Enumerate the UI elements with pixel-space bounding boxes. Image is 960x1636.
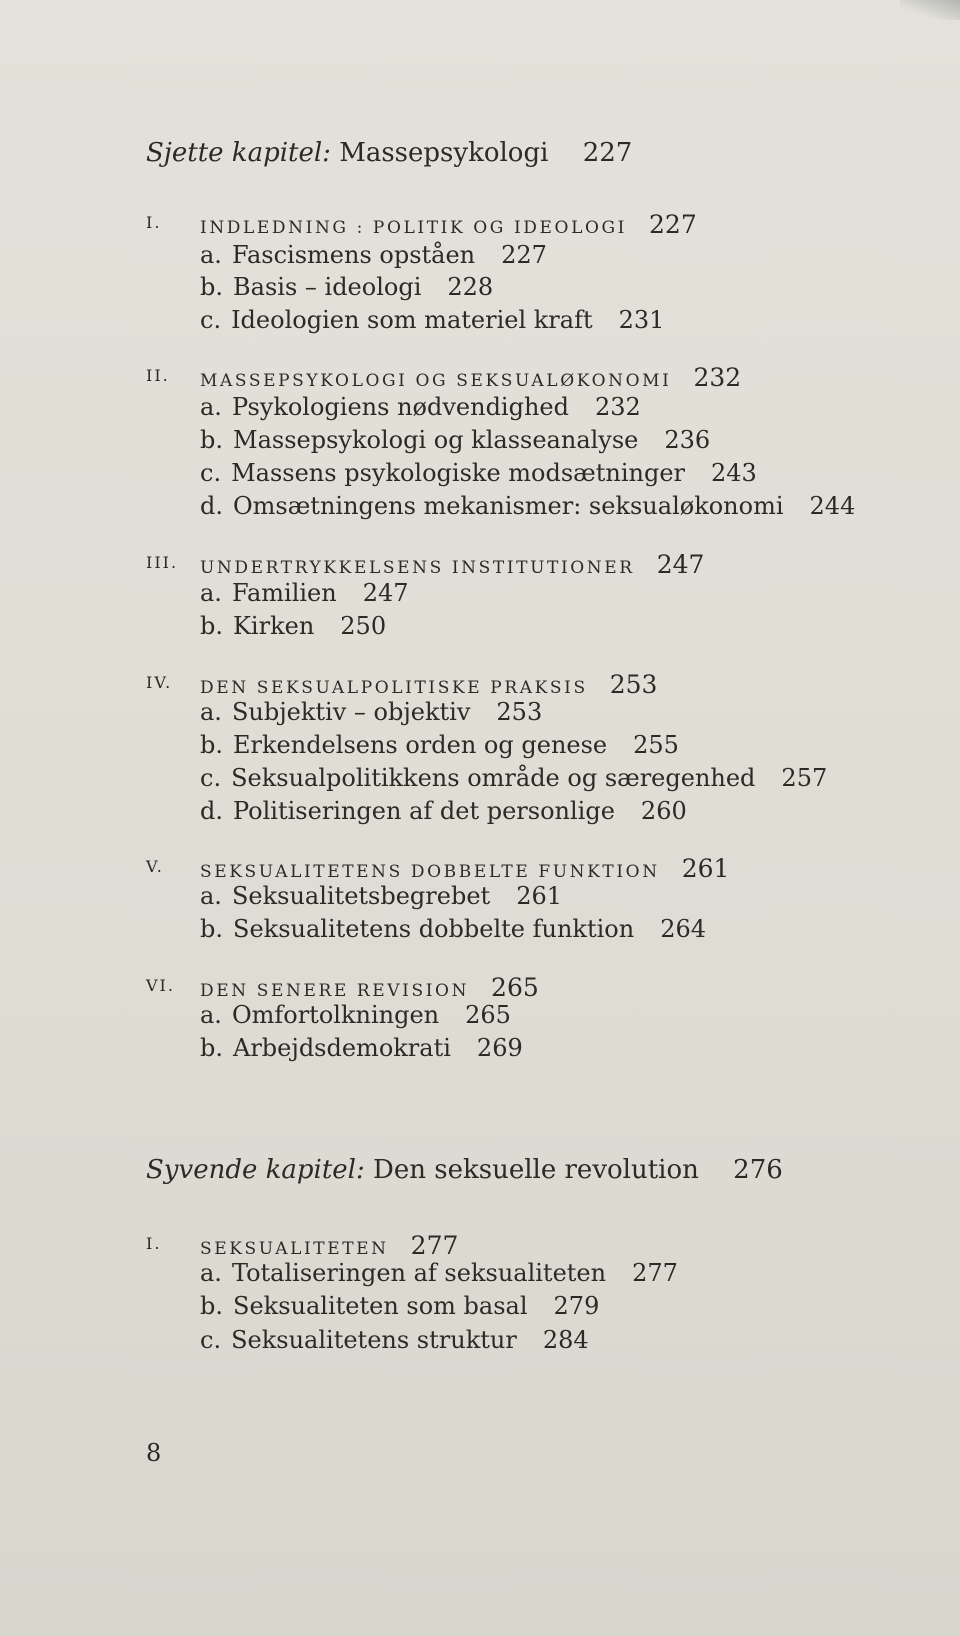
section-title xyxy=(200,363,741,392)
item-letter: b. xyxy=(200,1292,223,1320)
section-number: VI. xyxy=(146,976,175,995)
chapter-label: Syvende kapitel: xyxy=(146,1155,365,1185)
item-page-number: 250 xyxy=(340,612,387,640)
item-letter: a. xyxy=(200,698,222,726)
item-page-number: 243 xyxy=(711,459,757,487)
item-letter: c. xyxy=(200,306,222,334)
section-page-number: 227 xyxy=(649,210,697,239)
item-page-number: 269 xyxy=(476,1034,523,1062)
toc-item xyxy=(200,492,855,520)
chapter-label: Sjette kapitel: xyxy=(146,138,331,168)
toc-item xyxy=(200,797,687,825)
item-letter: c. xyxy=(200,1326,222,1354)
item-letter: d. xyxy=(200,492,223,520)
item-text: Arbejdsdemokrati xyxy=(233,1034,451,1062)
item-page-number: 232 xyxy=(595,393,641,421)
item-page-number: 247 xyxy=(362,579,409,607)
item-letter: b. xyxy=(200,612,223,640)
chapter-page-number: 276 xyxy=(733,1155,783,1185)
item-letter: c. xyxy=(200,764,222,792)
item-page-number: 284 xyxy=(542,1326,589,1354)
toc-item xyxy=(200,579,409,607)
section-number: V. xyxy=(146,857,164,876)
section-title-text: MASSEPSYKOLOGI OG SEKSUALØKONOMI xyxy=(200,371,672,391)
item-page-number: 244 xyxy=(809,492,856,520)
page-folio: 8 xyxy=(146,1439,162,1467)
toc-item xyxy=(200,241,547,269)
item-letter: a. xyxy=(200,241,222,269)
item-text: Subjektiv – objektiv xyxy=(231,698,471,726)
item-letter: b. xyxy=(200,273,223,301)
item-letter: d. xyxy=(200,797,223,825)
item-text: Massens psykologiske modsætninger xyxy=(231,459,686,487)
item-text: Seksualiteten som basal xyxy=(233,1292,528,1320)
item-page-number: 265 xyxy=(465,1001,511,1029)
section-title-text: INDLEDNING : POLITIK OG IDEOLOGI xyxy=(200,218,628,238)
item-letter: c. xyxy=(200,459,222,487)
item-text: Fascismens opståen xyxy=(231,241,476,269)
section-page-number: 253 xyxy=(609,670,658,699)
section-title-text: DEN SENERE REVISION xyxy=(200,981,470,1001)
toc-item xyxy=(200,731,679,759)
section-number: III. xyxy=(146,553,179,572)
page-corner-shadow xyxy=(900,0,960,20)
item-page-number: 260 xyxy=(640,797,687,825)
item-letter: b. xyxy=(200,731,223,759)
toc-item xyxy=(200,1259,678,1287)
item-page-number: 279 xyxy=(553,1292,600,1320)
item-page-number: 228 xyxy=(447,273,494,301)
item-text: Psykologiens nødvendighed xyxy=(231,393,569,421)
item-text: Erkendelsens orden og genese xyxy=(233,731,608,759)
item-text: Seksualitetsbegrebet xyxy=(231,882,491,910)
toc-item xyxy=(200,1326,589,1354)
item-text: Seksualpolitikkens område og særegenhed xyxy=(231,764,756,792)
section-page-number: 261 xyxy=(681,854,730,883)
item-page-number: 261 xyxy=(516,882,562,910)
item-letter: b. xyxy=(200,915,223,943)
item-letter: a. xyxy=(200,1259,222,1287)
toc-item xyxy=(200,915,706,943)
item-letter: a. xyxy=(200,1001,222,1029)
toc-item xyxy=(200,1034,523,1062)
section-title-text: DEN SEKSUALPOLITISKE PRAKSIS xyxy=(200,678,588,698)
item-text: Massepsykologi og klasseanalyse xyxy=(233,426,639,454)
section-title xyxy=(200,670,657,699)
item-text: Kirken xyxy=(233,612,315,640)
toc-item xyxy=(200,393,641,421)
toc-item xyxy=(200,426,710,454)
toc-item xyxy=(200,306,664,334)
section-number: I. xyxy=(146,213,162,232)
item-text: Politiseringen af det personlige xyxy=(233,797,615,825)
section-title-text: SEKSUALITETENS DOBBELTE FUNKTION xyxy=(200,862,660,882)
chapter-page-number: 227 xyxy=(582,138,633,168)
section-page-number: 232 xyxy=(693,363,742,392)
item-text: Basis – ideologi xyxy=(233,273,422,301)
section-title-text: SEKSUALITETEN xyxy=(200,1239,389,1259)
toc-item xyxy=(200,273,493,301)
item-text: Omfortolkningen xyxy=(231,1001,440,1029)
toc-item xyxy=(200,764,827,792)
item-text: Omsætningens mekanismer: seksualøkonomi xyxy=(233,492,784,520)
section-page-number: 247 xyxy=(656,550,705,579)
item-page-number: 255 xyxy=(633,731,679,759)
section-page-number: 277 xyxy=(410,1231,459,1260)
item-page-number: 253 xyxy=(496,698,543,726)
toc-item xyxy=(200,459,757,487)
toc-item xyxy=(200,1001,511,1029)
chapter-title: Massepsykologi xyxy=(339,138,549,168)
section-title xyxy=(200,854,729,883)
item-letter: b. xyxy=(200,1034,223,1062)
item-page-number: 236 xyxy=(664,426,711,454)
item-page-number: 257 xyxy=(781,764,828,792)
item-text: Totaliseringen af seksualiteten xyxy=(231,1259,607,1287)
item-letter: a. xyxy=(200,882,222,910)
item-letter: a. xyxy=(200,393,222,421)
section-number: II. xyxy=(146,366,170,385)
item-letter: b. xyxy=(200,426,223,454)
item-text: Seksualitetens dobbelte funktion xyxy=(233,915,635,943)
item-text: Seksualitetens struktur xyxy=(231,1326,517,1354)
item-page-number: 231 xyxy=(618,306,665,334)
chapter-heading xyxy=(146,138,632,168)
item-page-number: 277 xyxy=(632,1259,678,1287)
section-number: I. xyxy=(146,1234,162,1253)
item-page-number: 227 xyxy=(501,241,547,269)
toc-item xyxy=(200,1292,599,1320)
toc-item xyxy=(200,698,542,726)
section-title xyxy=(200,550,704,579)
item-text: Ideologien som materiel kraft xyxy=(231,306,593,334)
toc-item xyxy=(200,882,562,910)
section-title-text: UNDERTRYKKELSENS INSTITUTIONER xyxy=(200,558,635,578)
section-title xyxy=(200,973,539,1002)
section-page-number: 265 xyxy=(491,973,539,1002)
section-title xyxy=(200,210,697,239)
section-number: IV. xyxy=(146,673,173,692)
toc-item xyxy=(200,612,386,640)
item-page-number: 264 xyxy=(660,915,706,943)
section-title xyxy=(200,1231,458,1260)
chapter-heading xyxy=(146,1155,783,1185)
item-letter: a. xyxy=(200,579,222,607)
chapter-title: Den seksuelle revolution xyxy=(373,1155,699,1185)
item-text: Familien xyxy=(231,579,337,607)
